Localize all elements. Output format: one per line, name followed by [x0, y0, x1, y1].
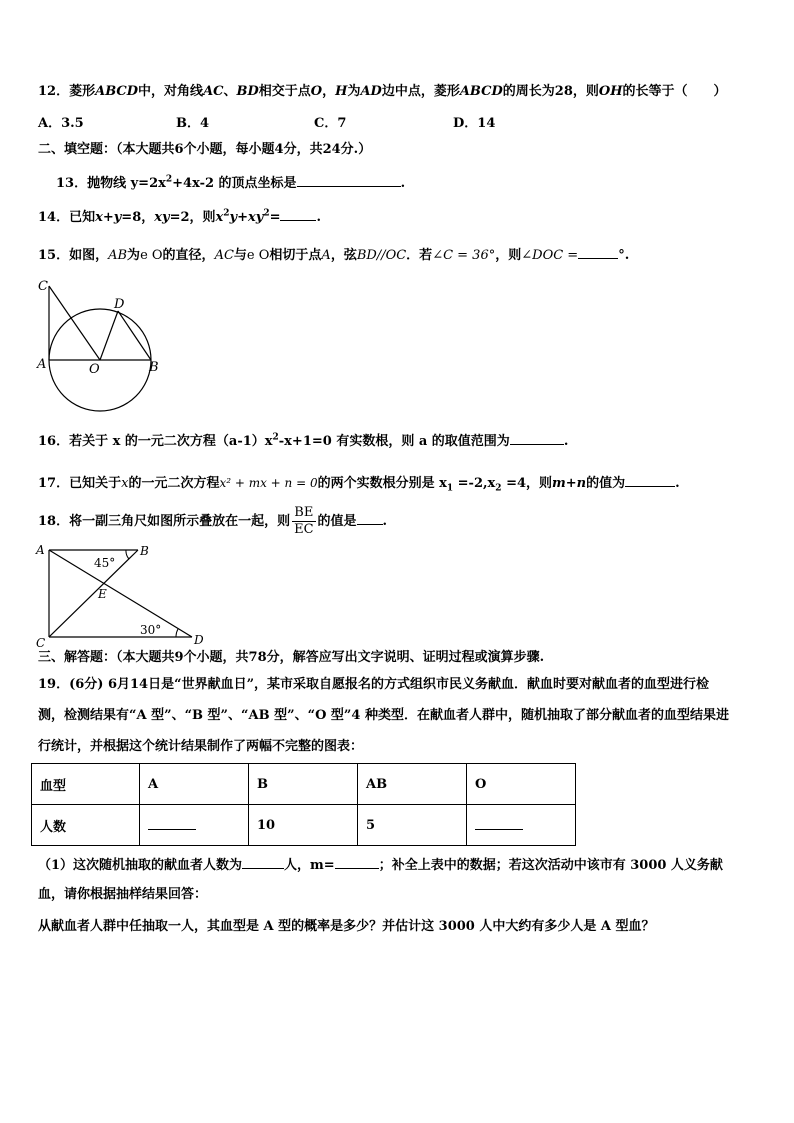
- label-o: O: [89, 362, 100, 377]
- q12-option-c: C．7: [314, 116, 347, 131]
- segment-ad: [49, 550, 192, 637]
- label-b: B: [140, 544, 149, 558]
- question-16: 16．若关于 x 的一元二次方程$(a-1)x^2-x+1=0$ 有实数根，则 a 的取值范围为 .: [38, 432, 569, 449]
- answer-blank[interactable]: [297, 173, 401, 187]
- q19-subquestion-1-line-2: 血，请你根据抽样结果回答：: [38, 887, 208, 902]
- q19-line-1: 19．(6分) 6月14日是“世界献血日”，某市采取自愿报名的方式组织市民义务献血．献血时要对献血者的血型进行检: [38, 677, 710, 692]
- question-15: 15．如图，AB为e O的直径，AC与e O相切于点A，弦BD//OC．若∠C = 36°，则∠DOC = °.: [38, 245, 629, 265]
- table-cell: 血型: [32, 764, 140, 805]
- section-3-heading: 三、解答题：（本大题共9个小题，共78分，解答应写出文字说明、证明过程或演算步骤.: [38, 650, 545, 665]
- table-cell: 人数: [32, 805, 140, 846]
- table-cell: AB: [358, 764, 467, 805]
- blood-type-table: [31, 763, 576, 846]
- label-a: A: [37, 357, 47, 372]
- q12-option-b: B．4: [176, 116, 210, 131]
- fraction-be-ec: $\frac{BE}{EC}$: [294, 505, 314, 537]
- q19-subquestion-1: （1）这次随机抽取的献血者人数为 人，m= ；补全上表中的数据；若这次活动中该市有 3000 人义务献: [38, 855, 723, 875]
- circle-tangent-figure: [30, 276, 170, 416]
- segment-oc: [49, 286, 100, 360]
- triangle-rulers-figure: [30, 540, 215, 650]
- answer-blank[interactable]: [280, 207, 316, 221]
- answer-blank[interactable]: [242, 855, 284, 869]
- question-14: 14．已知x+y=8，xy=2，则$x^2y+xy^2=$ .: [38, 208, 322, 225]
- question-18: 18．将一副三角尺如图所示叠放在一起，则 $\frac{BE}{EC}$ 的值是 .: [38, 505, 388, 537]
- label-c: C: [36, 636, 46, 650]
- q19-subquestion-2: 从献血者人群中任抽取一人，其血型是 A 型的概率是多少？并估计这 3000 人中大约有多少人是 A 型血？: [38, 919, 655, 934]
- q19-line-2: 测，检测结果有“A 型”、“B 型”、“AB 型”、“O 型”4 种类型．在献血者人群中，随机抽取了部分献血者的血型结果进: [38, 708, 729, 723]
- label-a: A: [36, 543, 45, 557]
- segment-od: [100, 311, 118, 360]
- question-13: 13．抛物线 $y=2x^2+4x-2$ 的顶点坐标是 .: [56, 174, 406, 191]
- q12-option-d: D．14: [453, 116, 496, 131]
- table-cell: 5: [358, 805, 467, 846]
- table-cell: 10: [249, 805, 358, 846]
- label-c: C: [38, 279, 48, 294]
- label-b: B: [149, 360, 159, 375]
- q19-line-3: 行统计，并根据这个统计结果制作了两幅不完整的图表：: [38, 739, 364, 754]
- label-e: E: [98, 587, 107, 601]
- answer-blank[interactable]: [357, 511, 383, 525]
- angle-30-arc: [176, 629, 178, 637]
- chord-bd: [118, 311, 151, 360]
- angle-45-label: 45°: [94, 556, 116, 570]
- answer-blank[interactable]: [625, 473, 675, 487]
- answer-blank[interactable]: [148, 816, 196, 830]
- label-d: D: [114, 297, 125, 312]
- angle-45-arc: [126, 550, 129, 559]
- table-cell: A: [140, 764, 249, 805]
- table-cell: O: [467, 764, 576, 805]
- question-12: 12．菱形ABCD中，对角线AC、BD相交于点O，H为AD边中点，菱形ABCD的周长为28，则OH的长等于（ ）: [38, 84, 727, 99]
- table-header-row: [32, 764, 576, 805]
- table-row: [32, 805, 576, 846]
- question-17: 17．已知关于x的一元二次方程x² + mx + n = 0的两个实数根分别是 $x_1 =-2,x_2 =4$，则m+n的值为 .: [38, 473, 680, 493]
- answer-blank[interactable]: [578, 245, 618, 259]
- section-2-heading: 二、填空题：（本大题共6个小题，每小题4分，共24分.）: [38, 142, 372, 157]
- table-cell-blank-a[interactable]: [140, 805, 249, 846]
- answer-blank[interactable]: [475, 816, 523, 830]
- angle-30-label: 30°: [140, 623, 162, 637]
- q12-option-a: A．3.5: [38, 116, 84, 131]
- table-cell: B: [249, 764, 358, 805]
- label-d: D: [194, 633, 204, 647]
- answer-blank[interactable]: [335, 855, 379, 869]
- answer-blank[interactable]: [510, 431, 564, 445]
- table-cell-blank-o[interactable]: [467, 805, 576, 846]
